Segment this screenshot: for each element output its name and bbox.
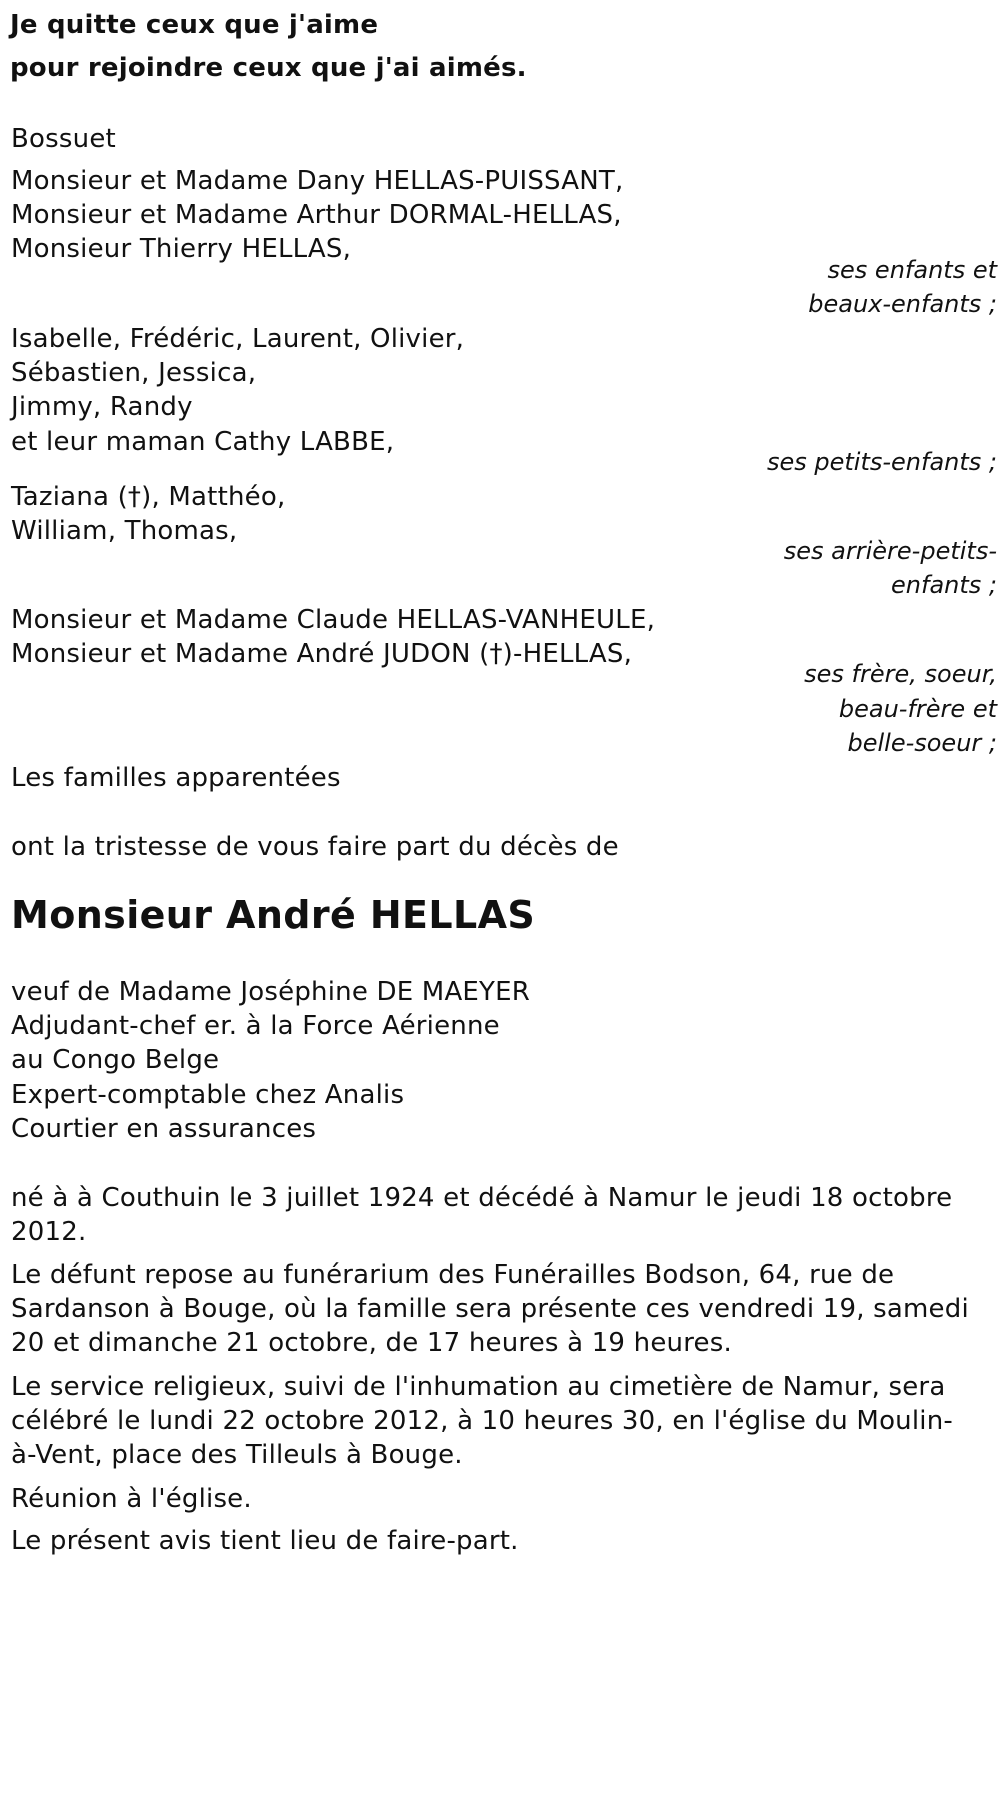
siblings-name-2: Monsieur et Madame André JUDON (†)-HELLAS, <box>11 639 633 669</box>
siblings-name-1: Monsieur et Madame Claude HELLAS-VANHEULE, <box>11 605 656 635</box>
children-relation-1: ses enfants et <box>827 256 997 284</box>
great-grandchildren-relation-2: enfants ; <box>891 571 997 599</box>
great-grandchildren-name-1: Taziana (†), Matthéo, <box>11 482 286 512</box>
announcement-text: ont la tristesse de vous faire part du décès de <box>11 832 619 862</box>
deceased-detail-5: Courtier en assurances <box>11 1114 317 1144</box>
grandchildren-name-3: Jimmy, Randy <box>11 392 193 422</box>
funerarium-line-2: Sardanson à Bouge, où la famille sera présente ces vendredi 19, samedi <box>11 1294 969 1324</box>
deceased-detail-3: au Congo Belge <box>11 1045 220 1075</box>
quote-attribution: Bossuet <box>11 124 116 154</box>
quote-line-2: pour rejoindre ceux que j'ai aimés. <box>10 53 527 83</box>
funerarium-line-3: 20 et dimanche 21 octobre, de 17 heures à 19 heures. <box>11 1328 732 1358</box>
service-line-1: Le service religieux, suivi de l'inhumation au cimetière de Namur, sera <box>11 1372 946 1402</box>
children-name-3: Monsieur Thierry HELLAS, <box>11 234 352 264</box>
siblings-relation-1: ses frère, soeur, <box>804 660 997 688</box>
deceased-name: Monsieur André HELLAS <box>11 893 536 937</box>
grandchildren-name-4: et leur maman Cathy LABBE, <box>11 427 395 457</box>
children-relation-2: beaux-enfants ; <box>808 290 997 318</box>
related-families: Les familles apparentées <box>11 763 341 793</box>
birth-death-line-1: né à à Couthuin le 3 juillet 1924 et décédé à Namur le jeudi 18 octobre <box>11 1183 953 1213</box>
deceased-detail-4: Expert-comptable chez Analis <box>11 1080 405 1110</box>
siblings-relation-2: beau-frère et <box>838 695 997 723</box>
reunion-line: Réunion à l'église. <box>11 1484 252 1514</box>
great-grandchildren-name-2: William, Thomas, <box>11 516 238 546</box>
service-line-3: à-Vent, place des Tilleuls à Bouge. <box>11 1440 463 1470</box>
grandchildren-name-2: Sébastien, Jessica, <box>11 358 257 388</box>
grandchildren-relation: ses petits-enfants ; <box>766 448 997 476</box>
children-name-1: Monsieur et Madame Dany HELLAS-PUISSANT, <box>11 166 624 196</box>
deceased-detail-1: veuf de Madame Joséphine DE MAEYER <box>11 977 531 1007</box>
deceased-detail-2: Adjudant-chef er. à la Force Aérienne <box>11 1011 500 1041</box>
funerarium-line-1: Le défunt repose au funérarium des Funérailles Bodson, 64, rue de <box>11 1260 895 1290</box>
birth-death-line-2: 2012. <box>11 1217 87 1247</box>
service-line-2: célébré le lundi 22 octobre 2012, à 10 heures 30, en l'église du Moulin- <box>11 1406 953 1436</box>
quote-line-1: Je quitte ceux que j'aime <box>10 10 379 40</box>
closing-line: Le présent avis tient lieu de faire-part. <box>11 1526 519 1556</box>
children-name-2: Monsieur et Madame Arthur DORMAL-HELLAS, <box>11 200 622 230</box>
grandchildren-name-1: Isabelle, Frédéric, Laurent, Olivier, <box>11 324 465 354</box>
siblings-relation-3: belle-soeur ; <box>847 729 997 757</box>
great-grandchildren-relation-1: ses arrière-petits- <box>783 537 997 565</box>
